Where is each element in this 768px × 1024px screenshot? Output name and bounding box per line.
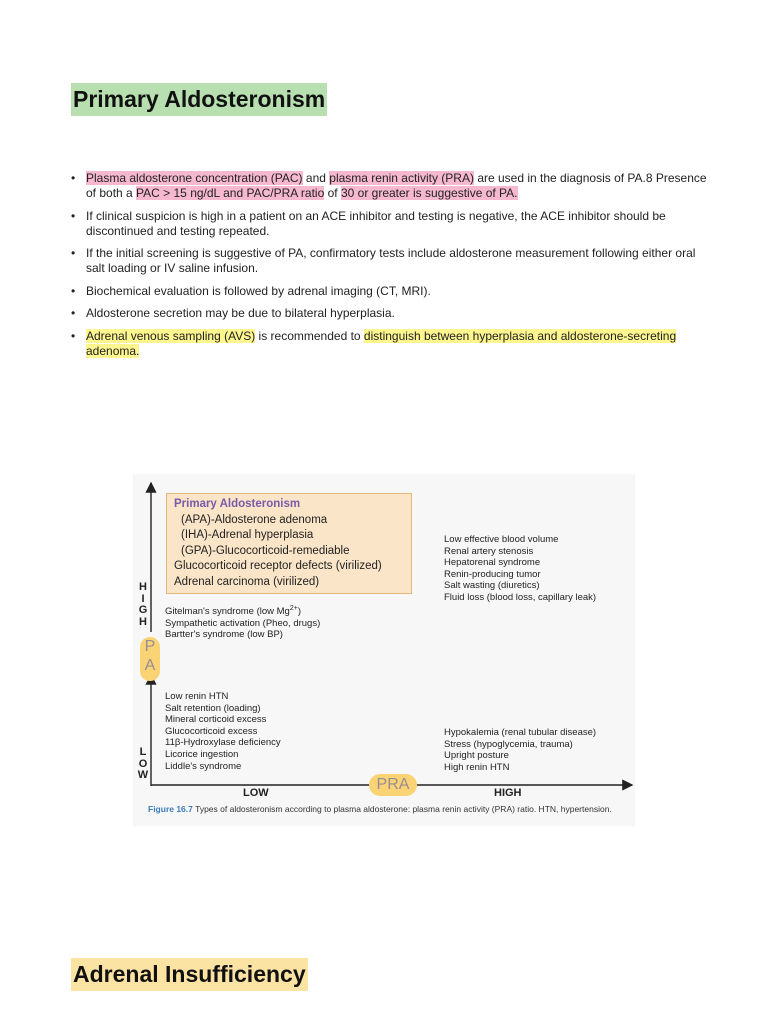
list-item: Hypokalemia (renal tubular disease) <box>444 727 597 738</box>
list-item: • Biochemical evaluation is followed by adrenal imaging (CT, MRI). <box>71 284 711 299</box>
list-item: Liddle's syndrome <box>165 760 242 772</box>
superscript: 2+ <box>289 605 298 612</box>
x-label-low: LOW <box>243 787 269 799</box>
primary-aldosteronism-box <box>166 493 412 594</box>
highlight-yellow: distinguish between hyperplasia and aldosterone-secreting adenoma. <box>86 328 677 358</box>
y-letter: O <box>138 757 148 770</box>
x-label-high: HIGH <box>494 787 522 799</box>
list-item: • If the initial screening is suggestive of PA, confirmatory tests include aldosterone measurement following either oral salt loading or IV saline infusion. <box>71 246 711 276</box>
list-item: Stress (hypoglycemia, trauma) <box>444 738 573 750</box>
section-heading-primary-aldosteronism: Primary Aldosteronism <box>71 83 327 116</box>
list-item: Low renin HTN <box>165 691 229 702</box>
list-item: 11β-Hydroxylase deficiency <box>165 737 281 749</box>
list-item: Salt retention (loading) <box>165 702 261 714</box>
list-item: Mineral corticoid excess <box>165 714 267 726</box>
section-heading-adrenal-insufficiency: Adrenal Insufficiency <box>71 958 308 991</box>
low-renin-low-aldo-list <box>165 691 281 772</box>
list-item <box>71 171 711 201</box>
highlight-pink: Plasma aldosterone concentration (PAC) <box>86 171 303 185</box>
y-label-low <box>137 747 149 782</box>
y-label-high <box>137 582 149 629</box>
mid-aldo-list <box>165 603 320 641</box>
pa-letter: A <box>144 657 156 674</box>
pa-letter: P <box>144 638 156 655</box>
y-letter: I <box>141 592 145 605</box>
figure-caption <box>148 804 612 814</box>
list-item: Bartter's syndrome (low BP) <box>165 629 283 641</box>
list-item <box>165 603 320 618</box>
list-item: Upright posture <box>444 750 509 762</box>
list-item <box>71 329 711 359</box>
highlight-yellow: Adrenal venous sampling (AVS) <box>86 328 256 343</box>
box-title: Primary Aldosteronism <box>174 498 301 510</box>
highlight-pink: plasma renin activity (PRA) <box>329 171 474 185</box>
box-line: Adrenal carcinoma (virilized) <box>174 575 320 588</box>
list-item: Salt wasting (diuretics) <box>444 580 540 592</box>
list-item: Licorice ingestion <box>165 748 239 760</box>
highlight-pink: PAC > 15 ng/dL and PAC/PRA ratio <box>136 186 325 200</box>
list-item: High renin HTN <box>444 761 510 773</box>
box-line: Glucocorticoid receptor defects (virilized) <box>174 560 382 572</box>
bullet-list <box>71 171 711 366</box>
figure-aldosteronism-types <box>133 474 635 826</box>
list-item: Fluid loss (blood loss, capillary leak) <box>444 591 597 603</box>
list-item: Hepatorenal syndrome <box>444 557 541 569</box>
list-item: Glucocorticoid excess <box>165 725 258 737</box>
pa-axis-label <box>140 637 160 681</box>
text-run: are used in the diagnosis of PA.8 Presence of both a <box>86 171 707 200</box>
text-run: Gitelman's syndrome (low Mg <box>165 606 290 618</box>
list-item: Low effective blood volume <box>444 534 559 545</box>
list-item: • If clinical suspicion is high in a patient on an ACE inhibitor and testing is negative, the ACE inhibitor should be discontinued and testing repeated. <box>71 209 711 239</box>
pra-axis-label: PRA <box>369 774 417 796</box>
y-letter: H <box>139 616 147 629</box>
text-run: of <box>324 186 341 200</box>
box-line: (IHA)-Adrenal hyperplasia <box>181 529 314 541</box>
y-letter: G <box>138 604 148 617</box>
caption-label: Figure 16.7 <box>148 804 193 814</box>
caption-text: Types of aldosteronism according to plasma aldosterone: plasma renin activity (PRA) ratio. HTN, hypertension. <box>192 804 612 814</box>
list-item: Renal artery stenosis <box>444 545 534 557</box>
text-run: ) <box>297 606 301 618</box>
y-letter: L <box>139 746 147 758</box>
text-run: and <box>302 171 330 185</box>
box-line: (APA)-Aldosterone adenoma <box>181 513 328 526</box>
y-letter: W <box>137 769 149 782</box>
box-line: (GPA)-Glucocorticoid-remediable <box>181 544 350 557</box>
list-item: • Aldosterone secretion may be due to bilateral hyperplasia. <box>71 306 711 321</box>
high-renin-high-aldo-list <box>444 534 596 604</box>
y-letter: H <box>139 581 147 593</box>
list-item: Renin-producing tumor <box>444 568 541 580</box>
highlight-pink: 30 or greater is suggestive of PA. <box>340 186 518 200</box>
high-renin-low-aldo-list <box>444 727 596 773</box>
text-run: is recommended to <box>255 328 364 343</box>
list-item: Sympathetic activation (Pheo, drugs) <box>165 617 321 629</box>
